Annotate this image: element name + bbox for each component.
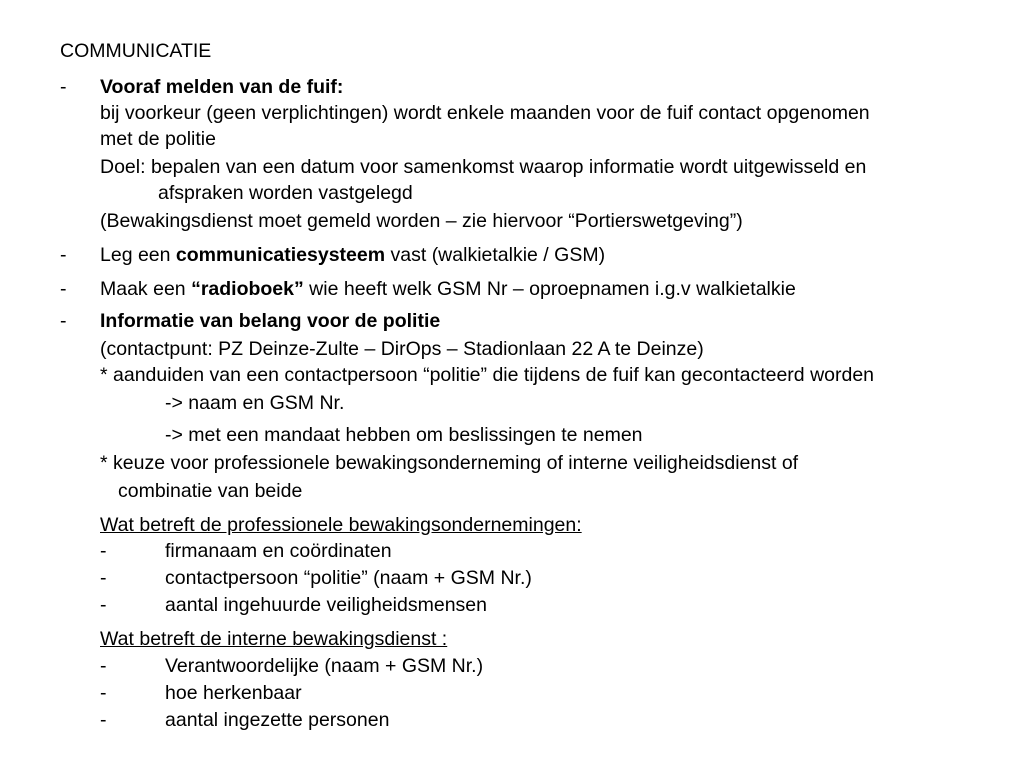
section4-line6: combinatie van beide xyxy=(118,480,303,502)
list-dash: - xyxy=(100,567,107,589)
section4-line1: (contactpunt: PZ Deinze-Zulte – DirOps – Stadionlaan 22 A te Deinze) xyxy=(100,338,704,360)
list-item: firmanaam en coördinaten xyxy=(165,540,392,562)
section3-pre: Maak een xyxy=(100,278,192,300)
bullet-dash: - xyxy=(60,310,67,332)
list-item: aantal ingehuurde veiligheidsmensen xyxy=(165,594,487,616)
list-dash: - xyxy=(100,655,107,677)
list-dash: - xyxy=(100,682,107,704)
section1-line4: afspraken worden vastgelegd xyxy=(158,182,413,204)
section1-heading: Vooraf melden van de fuif: xyxy=(100,76,344,98)
slide-title: COMMUNICATIE xyxy=(60,40,212,62)
section3-text xyxy=(100,276,796,303)
list-item: contactpersoon “politie” (naam + GSM Nr.) xyxy=(165,567,532,589)
section4-line4: -> met een mandaat hebben om beslissingen te nemen xyxy=(165,424,643,446)
section2-post: vast (walkietalkie / GSM) xyxy=(385,244,606,266)
list-dash: - xyxy=(100,540,107,562)
list-item: Verantwoordelijke (naam + GSM Nr.) xyxy=(165,655,484,677)
section3-post: wie heeft welk GSM Nr – oproepnamen i.g.v walkietalkie xyxy=(303,278,796,300)
internal-heading: Wat betreft de interne bewakingsdienst : xyxy=(100,628,448,650)
professional-heading: Wat betreft de professionele bewakingsondernemingen: xyxy=(100,514,582,536)
section1-line3: Doel: bepalen van een datum voor samenkomst waarop informatie wordt uitgewisseld en xyxy=(100,156,867,178)
section3-bold: “radioboek” xyxy=(191,278,304,300)
list-item: aantal ingezette personen xyxy=(165,709,390,731)
bullet-dash: - xyxy=(60,76,67,98)
bullet-dash: - xyxy=(60,278,67,300)
section2-text xyxy=(100,242,605,269)
section4-line3: -> naam en GSM Nr. xyxy=(165,392,345,414)
section4-line2: * aanduiden van een contactpersoon “politie” die tijdens de fuif kan gecontacteerd worden xyxy=(100,364,875,386)
list-item: hoe herkenbaar xyxy=(165,682,302,704)
section1-line1: bij voorkeur (geen verplichtingen) wordt enkele maanden voor de fuif contact opgenomen xyxy=(100,102,870,124)
section1-line5: (Bewakingsdienst moet gemeld worden – zie hiervoor “Portierswetgeving”) xyxy=(100,210,743,232)
section4-heading: Informatie van belang voor de politie xyxy=(100,310,441,332)
section4-line5: * keuze voor professionele bewakingsonderneming of interne veiligheidsdienst of xyxy=(100,452,799,474)
section1-line2: met de politie xyxy=(100,128,216,150)
section2-pre: Leg een xyxy=(100,244,176,266)
list-dash: - xyxy=(100,709,107,731)
section2-bold: communicatiesysteem xyxy=(175,244,386,266)
list-dash: - xyxy=(100,594,107,616)
bullet-dash: - xyxy=(60,244,67,266)
